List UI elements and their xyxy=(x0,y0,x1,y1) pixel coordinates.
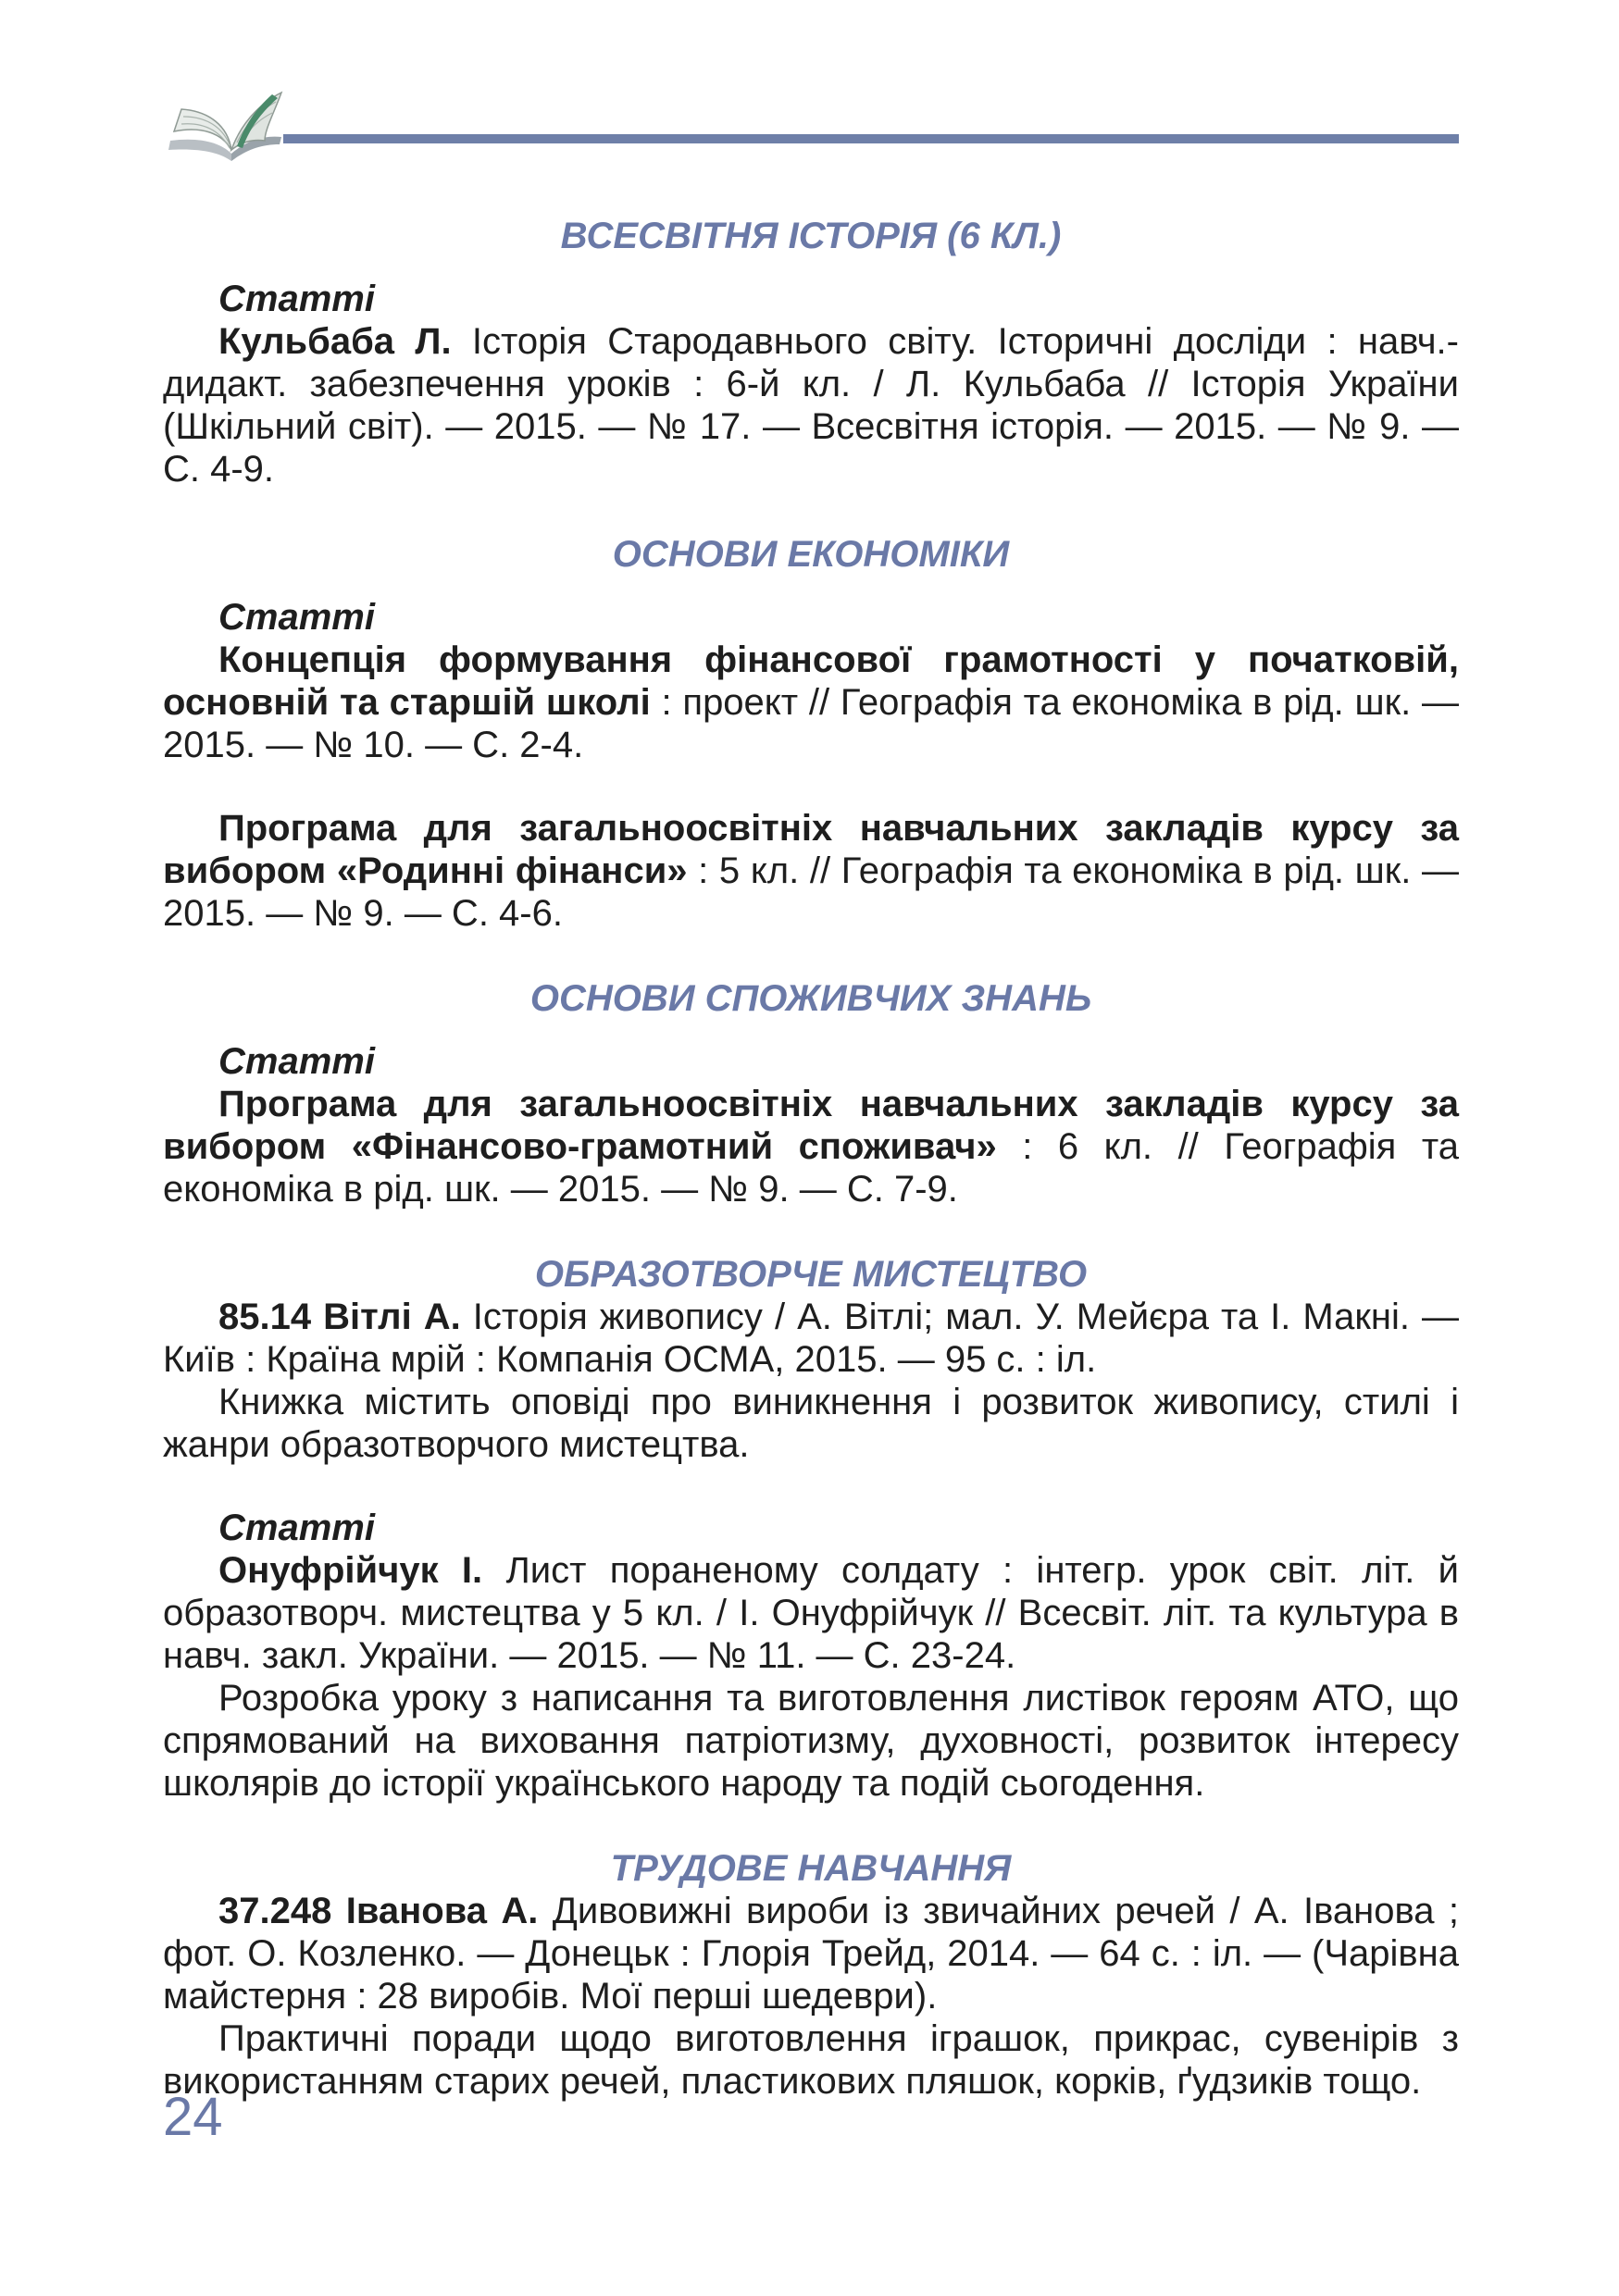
subsection-title: Статті xyxy=(218,279,375,319)
section-heading: ВСЕСВІТНЯ ІСТОРІЯ (6 КЛ.) xyxy=(560,216,1062,256)
section-heading: ОСНОВИ ЕКОНОМІКИ xyxy=(612,534,1010,575)
page-header xyxy=(0,0,1619,185)
book-annotation: Практичні поради щодо виготовлення іграшок, прикрас, сувенірів з використанням старих речей, пластикових пляшок, корків, ґудзиків тощо. xyxy=(163,2018,1459,2102)
page-number: 24 xyxy=(163,2087,223,2147)
subsection-title: Статті xyxy=(218,1508,375,1548)
entry-author: Концепція формування фінансової грамотності у початковій, основній та старшій школі xyxy=(163,639,1459,723)
entry-author: Онуфрійчук І. xyxy=(218,1550,483,1591)
subsection-title: Статті xyxy=(218,597,375,638)
entry-text: : 5 кл. // Географія та економіка в рід. шк. — 2015. — № 9. — С. 4-6. xyxy=(163,850,1459,934)
entry-annotation: Розробка уроку з написання та виготовлення листівок героям АТО, що спрямований на виховання патріотизму, духовності, розвиток інтересу школярів до історії українського народу та подій сьогодення. xyxy=(163,1678,1459,1804)
entry-text: Лист пораненому солдату : інтегр. урок світ. літ. й образотворч. мистецтва у 5 кл. / І. Онуфрійчук // Всесвіт. літ. та культура в навч. закл. України. — 2015. — № 11. — С. 23-24. xyxy=(163,1550,1459,1676)
section-heading: ОСНОВИ СПОЖИВЧИХ ЗНАНЬ xyxy=(529,978,1092,1019)
entry-text: : проект // Географія та економіка в рід. шк. — 2015. — № 10. — С. 2-4. xyxy=(163,682,1459,765)
entry-author: 85.14 Вітлі А. xyxy=(218,1297,461,1337)
bibliography-entry xyxy=(163,1549,1459,1677)
bibliography-entry xyxy=(163,320,1459,490)
book-entry xyxy=(163,1890,1459,2017)
entry-text: Історія Стародавнього світу. Історичні досліди : навч.-дидакт. забезпечення уроків : 6-й кл. / Л. Кульбаба // Історія України (Шкільний світ). — 2015. — № 17. — Всесвітня історія. — 2015. — № 9. — С. 4-9. xyxy=(163,321,1459,490)
book-entry xyxy=(163,1296,1459,1381)
book-annotation: Книжка містить оповіді про виникнення і розвиток живопису, стилі і жанри образотворчого мистецтва. xyxy=(163,1382,1459,1465)
bibliography-entry xyxy=(163,807,1459,935)
header-rule xyxy=(283,134,1459,143)
entry-author: 37.248 Іванова А. xyxy=(218,1891,539,1931)
open-book-icon xyxy=(163,76,285,167)
entry-author: Програма для загальноосвітніх навчальних закладів курсу за вибором «Родинні фінанси» xyxy=(163,808,1459,891)
bibliography-entry xyxy=(163,639,1459,766)
entry-author: Програма для загальноосвітніх навчальних закладів курсу за вибором «Фінансово-грамотний споживач» xyxy=(163,1084,1459,1167)
section-heading: ТРУДОВЕ НАВЧАННЯ xyxy=(610,1848,1012,1889)
entry-text: Історія живопису / А. Вітлі; мал. У. Мейєра та І. Макні. — Київ : Країна мрій : Компанія ОСМА, 2015. — 95 с. : іл. xyxy=(163,1297,1459,1380)
subsection-title: Статті xyxy=(218,1041,375,1082)
entry-text: Дивовижні вироби із звичайних речей / А. Іванова ; фот. О. Козленко. — Донецьк : Глорія Трейд, 2014. — 64 с. : іл. — (Чарівна майстерня : 28 виробів. Мої перші шедеври). xyxy=(163,1891,1459,2017)
entry-text: : 6 кл. // Географія та економіка в рід. шк. — 2015. — № 9. — С. 7-9. xyxy=(163,1126,1459,1210)
section-heading: ОБРАЗОТВОРЧЕ МИСТЕЦТВО xyxy=(534,1254,1088,1295)
bibliography-entry xyxy=(163,1083,1459,1210)
page-content xyxy=(163,215,1459,2103)
entry-author: Кульбаба Л. xyxy=(218,321,452,362)
